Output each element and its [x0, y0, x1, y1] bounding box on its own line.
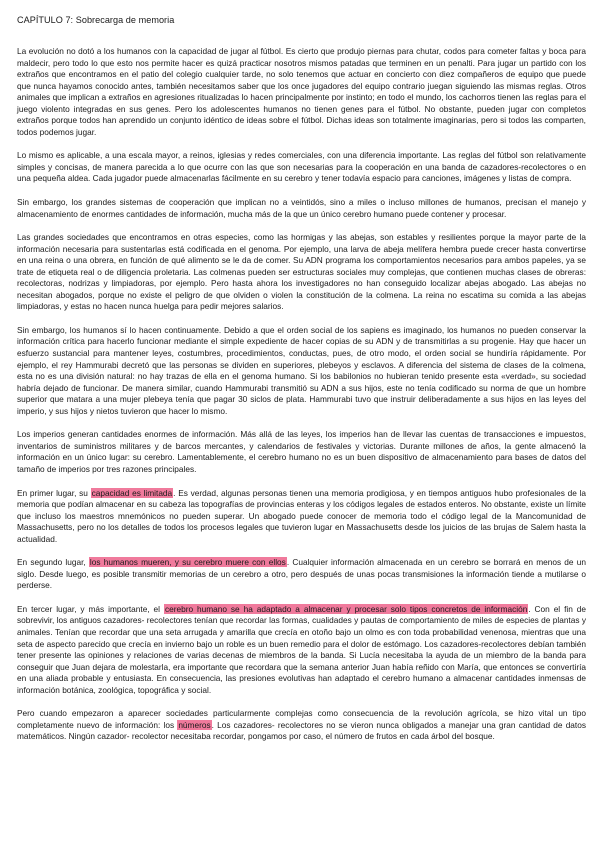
paragraph-2: Lo mismo es aplicable, a una escala mayor, a reinos, iglesias y redes comerciales, con una diferencia importante. Las reglas del fútbol son relativamente simples y concisas, de manera parecida a lo que ocurre con las que son necesarias para la cooperación en una banda de cazadores-recolectores o en una pequeña aldea. Cada jugador puede almacenarlas fácilmente en su cerebro y tener todavía espacio para canciones, imágenes y listas de compra.	[17, 150, 586, 184]
chapter-heading: CAPÍTULO 7: Sobrecarga de memoria	[17, 15, 175, 25]
paragraph-8-text-end: . Cualquier información almacenada en un cerebro se borrará en menos de un siglo. Desde luego, es posible transmitir memorias de un cerebro a otro, pero después de unas pocas transmisiones la información tiende a mutilarse o perderse.	[17, 557, 586, 591]
paragraph-3: Sin embargo, los grandes sistemas de cooperación que implican no a veintidós, sino a miles o incluso millones de humanos, precisan el manejo y almacenamiento de enormes cantidades de información, mucha más de la que un único cerebro humano puede contener y procesar.	[17, 197, 586, 219]
paragraph-1: La evolución no dotó a los humanos con la capacidad de jugar al fútbol. Es cierto que produjo piernas para chutar, codos para cometer faltas y boca para maldecir, pero todo lo que esto nos permite hacer es quizá practicar nosotros mismos patadas que terminen en un penalti. Para jugar un partido con los extraños que encontramos en el patio del colegio cualquier tarde, no solo tenemos que actuar en concierto con diez compañeros de equipo que puede que nunca hayamos conocido antes, también necesitamos saber que los once jugadores del equipo contrario juegan siguiendo las mismas reglas. Otros animales que implican a extraños en agresiones ritualizadas lo hacen principalmente por instinto; en todo el mundo, los cachorros tienen las reglas para el juego violento integradas en sus genes. Pero los adolescentes humanos no tienen genes para el fútbol. No obstante, pueden jugar con completos extraños porque todos han aprendido un conjunto idéntico de ideas sobre el fútbol. Dichas ideas son totalmente imaginarias, pero si todos las comparten, todos podemos jugar.	[17, 46, 586, 137]
paragraph-4: Las grandes sociedades que encontramos en otras especies, como las hormigas y las abejas, son estables y resilientes porque la mayor parte de la información necesaria para sustentarlas está codificada en el genoma. Por ejemplo, una larva de abeja melífera hembra puede crecer hasta convertirse en una reina o una obrera, en función de qué alimento se le da de comer. Su ADN programa los comportamientos necesarios para ambos papeles, ya se trate de etiqueta real o de diligencia proletaria. Las colmenas pueden ser estructuras sociales muy complejas, que contienen muchas clases de obreras: recolectoras, nodrizas y limpiadoras, por ejemplo. Pero hasta ahora los investigadores no han conseguido localizar abejas abogado. Las abejas no necesitan abogados, porque no existe el peligro de que olviden o violen la constitución de la colmena. La reina no escatima su comida a las abejas limpiadoras, y estas no hacen nunca huelga para pedir mejores salarios.	[17, 232, 586, 312]
highlight-brain-adapted: cerebro humano se ha adaptado a almacenar y procesar solo tipos concretos de información	[164, 603, 528, 614]
highlight-capacity-limited: capacidad es limitada	[91, 487, 173, 498]
paragraph-7-text-start: En primer lugar, su	[17, 487, 91, 498]
paragraph-10	[17, 708, 586, 743]
paragraph-8-text-start: En segundo lugar,	[17, 557, 89, 568]
paragraph-10-text-start: Pero cuando empezaron a aparecer sociedades particularmente complejas como consecuencia de la revolución agrícola, se hizo vital un tipo completamente nuevo de información: los	[17, 708, 586, 730]
paragraph-9-text-start: En tercer lugar, y más importante, el	[17, 603, 164, 614]
paragraph-6: Los imperios generan cantidades enormes de información. Más allá de las leyes, los imperios han de llevar las cuentas de transacciones e impuestos, inventarios de suministros militares y de barcos mercantes, y calendarios de festivales y victorias. Durante millones de años, la gente almacenó la información en un único lugar: su cerebro. Lamentablemente, el cerebro humano no es un buen dispositivo de almacenamiento para bases de datos del tamaño de imperios por tres razones principales.	[17, 429, 586, 474]
paragraph-9	[17, 604, 586, 696]
highlight-numbers: números	[178, 719, 211, 730]
paragraph-5: Sin embargo, los humanos sí lo hacen continuamente. Debido a que el orden social de los sapiens es imaginado, los humanos no pueden conservar la información crítica para hacerlo funcionar mediante el simple expediente de hacer copias de su ADN y de transmitirlas a su progenie. Hay que hacer un esfuerzo sustancial para mantener leyes, costumbres, procedimientos, conductas, pues, de otro modo, el orden social se hundiría rápidamente. Por ejemplo, el rey Hammurabi decretó que las personas se dividen en superiores, plebeyos y esclavos. A diferencia del sistema de clases de la colmena, esta no es una división natural: no hay trazas de ella en el genoma humano. Si los babilonios no hubieran tenido presente esta «verdad», su sociedad habría dejado de funcionar. De manera similar, cuando Hammurabi transmitió su ADN a sus hijos, este no tenía codificado su norma de que un hombre superior que matara a una mujer plebeya tenía que pagar 30 siclos de plata. Hammurabi tuvo que instruir deliberadamente a sus hijos en las leyes del imperio, y sus hijos y nietos tuvieron que hacer lo mismo.	[17, 324, 586, 416]
paragraph-10-text-end: . Los cazadores- recolectores no se vieron nunca obligados a manejar una gran cantidad de datos matemáticos. Ningún cazador- recolector necesitaba recordar, pongamos por caso, el número de frutos en cada árbol del bosque.	[17, 719, 586, 742]
paragraph-7	[17, 488, 586, 546]
paragraph-7-text-end: . Es verdad, algunas personas tienen una memoria prodigiosa, y en tiempos antiguos hubo profesionales de la memoria que podían almacenar en su cabeza las topografías de provincias enteras y los códigos legales de estados enteros. No obstante, existe un límite que incluso los maestros mnemónicos no pueden superar. Un abogado puede conocer de memoria todo el código legal de la Mancomunidad de Massachusetts, pero no los detalles de todos los procesos legales que tuvieron lugar en Massachusetts desde los juicios de las brujas de Salem hasta la actualidad.	[17, 487, 587, 544]
paragraph-8	[17, 557, 586, 592]
highlight-humans-die: los humanos mueren, y su cerebro muere con ellos	[89, 557, 286, 568]
paragraph-9-text-end: . Con el fin de sobrevivir, los antiguos cazadores- recolectores tenían que recordar las formas, cualidades y pautas de comportamiento de miles de especies de plantas y animales. Tenían que recordar que una seta arrugada y amarilla que crecía en otoño bajo un olmo es con toda probabilidad venenosa, mientras que una seta de aspecto parecido que crecía en invierno bajo un roble es un buen remedio para el dolor de estómago. Los cazadores-recolectores debían también tener presente las opiniones y relaciones de varias decenas de miembros de la banda. Si Lucía necesitaba la ayuda de un miembro de la banda para conseguir que Juan dejara de molestarla, era importante que recordara que la semana anterior Juan había reñido con María, que entonces se convertiría en una aliada probable y entusiasta. En consecuencia, las presiones evolutivas han adaptado el cerebro humano a almacenar cantidades inmensas de información botánica, zoológica, topográfica y social.	[17, 603, 586, 695]
